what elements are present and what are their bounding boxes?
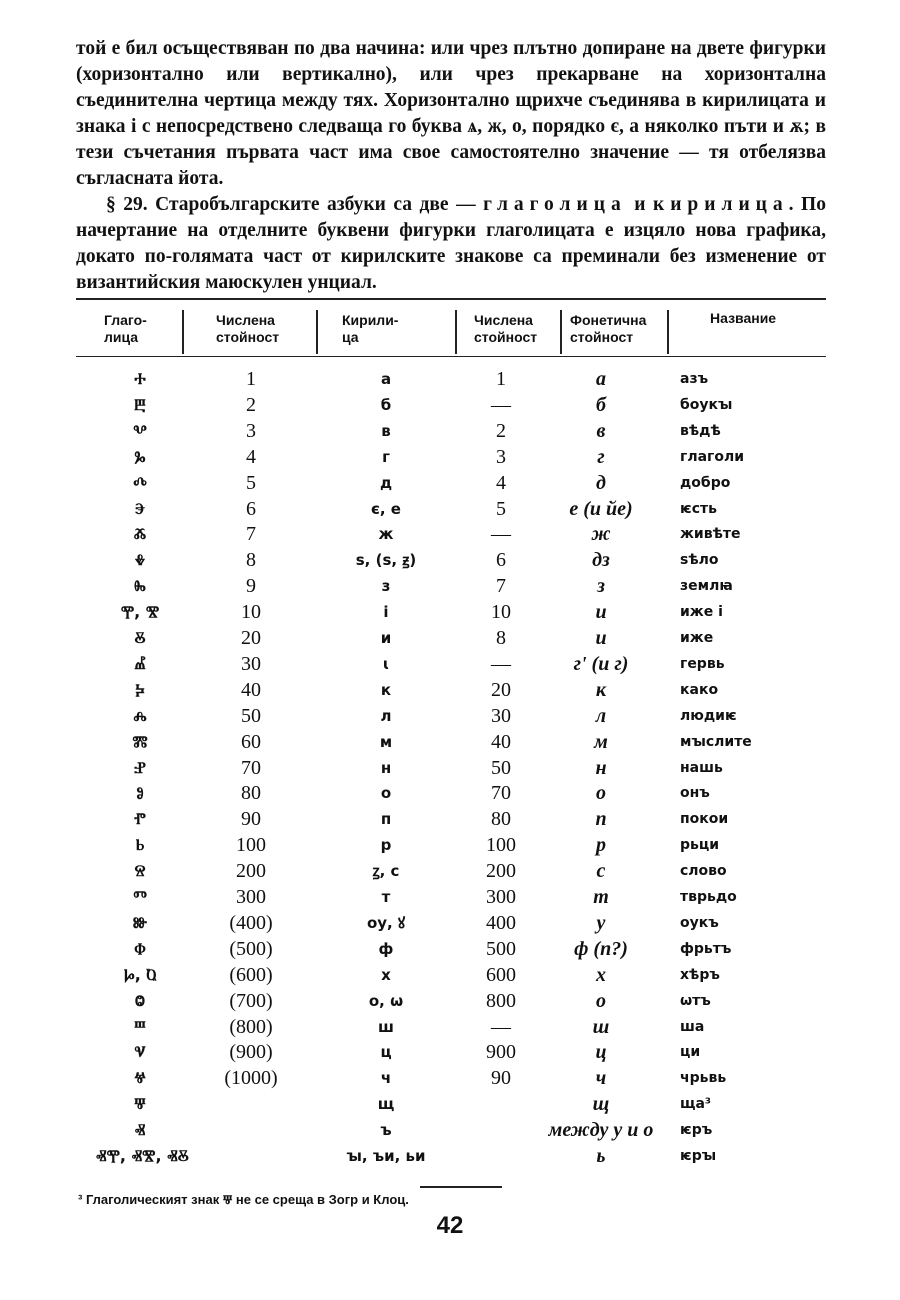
letter-name: людиѥ — [680, 707, 737, 724]
cyrillic-letter: ч — [380, 1069, 392, 1088]
phonetic-value: е (и йе) — [569, 497, 633, 520]
cyrillic-letter: о — [380, 784, 392, 803]
cyrillic-letter: ъ — [380, 1121, 392, 1140]
numeric-value: 90 — [241, 808, 261, 831]
cyrillic-numeric-value: 800 — [486, 989, 516, 1012]
numeric-value: (400) — [229, 911, 273, 934]
footnote-rule — [420, 1186, 502, 1188]
numeric-value: 200 — [236, 860, 266, 883]
glagolitic-letter: Ⱅ — [133, 887, 147, 906]
cyrillic-numeric-value: — — [491, 393, 511, 416]
page-number: 42 — [436, 1212, 464, 1239]
letter-name: нашь — [680, 759, 723, 776]
phonetic-value: ф (п?) — [574, 937, 628, 960]
letter-name: ѕѣло — [680, 552, 719, 569]
table-row — [76, 780, 826, 806]
numeric-value: 7 — [246, 523, 256, 546]
phonetic-value: н — [595, 756, 607, 779]
letter-name: ща³ — [680, 1096, 712, 1113]
column-divider — [455, 310, 457, 354]
letter-name: иже і — [680, 604, 723, 621]
phonetic-value: щ — [592, 1093, 610, 1116]
cyrillic-letter: є, е — [371, 499, 401, 518]
letter-name: ци — [680, 1044, 701, 1061]
glagolitic-letter: Ⱋ — [134, 1094, 146, 1114]
letter-name: ѡтъ — [680, 992, 711, 1009]
cyrillic-letter: а — [380, 370, 392, 388]
cyrillic-numeric-value: 400 — [486, 911, 516, 934]
phonetic-value: д — [596, 471, 606, 494]
cyrillic-numeric-value: 20 — [491, 678, 511, 701]
letter-name: чрьвь — [680, 1070, 727, 1087]
cyrillic-letter: в — [381, 421, 391, 440]
table-row — [76, 1014, 826, 1040]
table-row — [76, 910, 826, 936]
numeric-value: (700) — [229, 989, 273, 1012]
cyrillic-letter: з — [381, 577, 391, 596]
glagolitic-letter: Ⰰ — [134, 369, 146, 388]
letter-name: боукꙑ — [680, 396, 733, 413]
phonetic-value: ц — [595, 1041, 607, 1064]
letter-name: слово — [680, 863, 727, 880]
phonetic-value: между у и о — [548, 1119, 654, 1142]
table-row — [76, 858, 826, 884]
cyrillic-numeric-value: — — [491, 1015, 511, 1038]
cyrillic-letter: р — [380, 836, 392, 855]
letter-name: оукъ — [680, 914, 719, 931]
column-divider — [182, 310, 184, 354]
glagolitic-letter: Ⱂ — [134, 809, 146, 829]
letter-name: глаголи — [680, 448, 745, 465]
phonetic-value: м — [594, 730, 608, 753]
cyrillic-numeric-value: 200 — [486, 860, 516, 883]
cyrillic-letter: щ — [377, 1095, 395, 1114]
table-row — [76, 651, 826, 677]
glagolitic-letter: ⰟⰉ, ⰟⰊ, ⰟⰋ — [96, 1146, 189, 1165]
phonetic-value: г — [597, 445, 605, 468]
glagolitic-letter: Ⱎ — [134, 1016, 146, 1036]
glagolitic-letter: Ⰳ — [134, 446, 146, 466]
cyrillic-numeric-value: 6 — [496, 549, 506, 572]
glagolitic-letter: Ⱌ — [134, 1042, 146, 1062]
cyrillic-letter: н — [380, 758, 392, 777]
table-row — [76, 832, 826, 858]
cyrillic-numeric-value: 100 — [486, 834, 516, 857]
letter-name: мꙑслите — [680, 733, 752, 750]
cyrillic-letter: к — [380, 680, 392, 699]
header-name: Название — [710, 310, 777, 326]
phonetic-value: з — [597, 575, 605, 598]
letter-name: добро — [680, 474, 731, 491]
glagolitic-letter: Ⰾ — [133, 705, 147, 725]
table-row — [76, 573, 826, 599]
cyrillic-numeric-value: 70 — [491, 782, 511, 805]
letter-name: иже — [680, 630, 714, 646]
phonetic-value: о — [596, 782, 606, 805]
phonetic-value: л — [595, 704, 607, 727]
cyrillic-numeric-value: 80 — [491, 808, 511, 831]
glagolitic-letter: Ⰶ — [133, 524, 147, 544]
cyrillic-letter: и — [380, 629, 392, 647]
numeric-value: 60 — [241, 730, 261, 753]
letter-name: вѣдѣ — [680, 422, 721, 439]
term-glagolitic: глаголица — [483, 194, 627, 215]
cyrillic-numeric-value: 300 — [486, 886, 516, 908]
letter-name: покои — [680, 811, 729, 828]
column-divider — [560, 310, 562, 354]
numeric-value: 8 — [246, 549, 256, 572]
phonetic-value: к — [595, 678, 607, 701]
numeric-value: 4 — [246, 445, 256, 468]
cyrillic-letter: ѕ, (ѕ, ꙃ) — [355, 551, 417, 570]
column-divider — [316, 310, 318, 354]
letter-name: землꙗ — [680, 578, 733, 595]
phonetic-value: ш — [592, 1015, 610, 1038]
glagolitic-letter: Ⱄ — [134, 861, 146, 881]
table-row — [76, 1117, 826, 1143]
header-bottom-rule — [76, 356, 826, 357]
phonetic-value: р — [596, 834, 606, 857]
letter-name: ѥсть — [680, 500, 718, 517]
letter-name: рьци — [680, 837, 720, 854]
cyrillic-letter: ꙇ — [382, 654, 390, 673]
letter-name: ѥрꙑ — [680, 1148, 717, 1164]
glagolitic-letter: Ⱈ, Ⱒ — [123, 964, 157, 984]
cyrillic-numeric-value: 10 — [491, 601, 511, 624]
table-row — [76, 547, 826, 573]
numeric-value: 2 — [246, 393, 256, 416]
phonetic-value: б — [596, 393, 606, 416]
table-row — [76, 496, 826, 522]
glagolitic-letter: Ⱃ — [135, 835, 145, 855]
phonetic-value: у — [596, 911, 606, 934]
glagolitic-letter: Ⰴ — [133, 472, 147, 492]
cyrillic-letter: м — [379, 732, 393, 751]
cyrillic-numeric-value: 1 — [496, 368, 506, 390]
cyrillic-letter: ꙑ, ъи, ьи — [346, 1147, 426, 1165]
numeric-value: 3 — [246, 419, 256, 442]
table-row — [76, 962, 826, 988]
cyrillic-letter: ꙁ, с — [372, 862, 400, 881]
cyrillic-letter: п — [380, 810, 392, 829]
table-row — [76, 806, 826, 832]
cyrillic-numeric-value: 30 — [491, 704, 511, 727]
cyrillic-letter: ж — [378, 525, 394, 544]
table-row — [76, 444, 826, 470]
body-text — [76, 36, 826, 296]
cyrillic-numeric-value: 4 — [496, 471, 506, 494]
footnote: ³ Глаголическият знак Ⱋ не се среща в Зогр и Клоц. — [78, 1192, 409, 1207]
glagolitic-letter: Ⱍ — [134, 1068, 146, 1088]
letter-name: азъ — [680, 371, 709, 387]
header-cyrillic: Кирили- ца — [342, 312, 399, 345]
table-row — [76, 1143, 826, 1169]
cyrillic-letter: х — [381, 965, 391, 984]
phonetic-value: дз — [592, 549, 610, 572]
header-phonetic-value: Фонетична стойност — [570, 312, 647, 345]
numeric-value: 10 — [241, 601, 261, 624]
cyrillic-numeric-value: 2 — [496, 419, 506, 442]
cyrillic-numeric-value: 40 — [491, 730, 511, 753]
glagolitic-letter: Ⰸ — [134, 576, 146, 596]
table-row — [76, 366, 826, 392]
cyrillic-letter: т — [381, 888, 391, 906]
phonetic-value: ь — [596, 1145, 606, 1167]
conjunction: и — [626, 194, 653, 215]
table-row — [76, 470, 826, 496]
numeric-value: 100 — [236, 834, 266, 857]
numeric-value: 5 — [246, 471, 256, 494]
cyrillic-numeric-value: 8 — [496, 627, 506, 649]
glagolitic-letter: Ⱏ — [134, 1120, 146, 1140]
cyrillic-numeric-value: 7 — [496, 575, 506, 598]
numeric-value: 50 — [241, 704, 261, 727]
phonetic-value: и — [595, 601, 607, 624]
table-row — [76, 755, 826, 781]
numeric-value: 300 — [236, 886, 266, 908]
cyrillic-numeric-value: — — [491, 652, 511, 675]
cyrillic-letter: д — [379, 473, 393, 492]
paragraph-29 — [76, 192, 826, 296]
numeric-value: (1000) — [224, 1067, 278, 1090]
table-row — [76, 599, 826, 625]
table-row — [76, 625, 826, 651]
phonetic-value: а — [596, 368, 606, 390]
phonetic-value: о — [596, 989, 606, 1012]
letter-name: фрьтъ — [680, 940, 732, 957]
cyrillic-numeric-value: 600 — [486, 963, 516, 986]
cyrillic-numeric-value: 500 — [486, 937, 516, 960]
letter-name: хѣръ — [680, 966, 720, 983]
header-numeric-value-2: Числена стойност — [474, 312, 538, 345]
term-cyrillic: кирилица — [652, 194, 789, 215]
table-top-rule — [76, 298, 826, 300]
cyrillic-numeric-value: 5 — [496, 497, 506, 520]
numeric-value: (600) — [229, 963, 273, 986]
table-row — [76, 392, 826, 418]
cyrillic-letter: оу, ꙋ — [366, 913, 406, 932]
glagolitic-letter: Ⰻ — [134, 628, 146, 647]
letter-name: гервь — [680, 655, 725, 672]
cyrillic-numeric-value: — — [491, 523, 511, 546]
glagolitic-letter: Ⱆ — [132, 912, 148, 932]
cyrillic-numeric-value: 50 — [491, 756, 511, 779]
glagolitic-letter: Ⰼ — [134, 653, 146, 673]
table-row — [76, 884, 826, 910]
numeric-value: 70 — [241, 756, 261, 779]
cyrillic-numeric-value: 3 — [496, 445, 506, 468]
phonetic-value: с — [596, 860, 606, 883]
phonetic-value: и — [595, 627, 607, 649]
glagolitic-letter: Ⰿ — [132, 731, 148, 751]
phonetic-value: ж — [591, 523, 611, 546]
table-row — [76, 988, 826, 1014]
table-row — [76, 1065, 826, 1091]
numeric-value: 80 — [241, 782, 261, 805]
cyrillic-numeric-value: 900 — [486, 1041, 516, 1064]
letter-name: ша — [680, 1018, 705, 1035]
table-row — [76, 418, 826, 444]
cyrillic-letter: о, ѡ — [368, 991, 404, 1010]
letter-name: ѥръ — [680, 1122, 713, 1139]
glagolitic-letter: Ⱉ — [135, 990, 145, 1010]
phonetic-value: в — [596, 419, 606, 442]
section-rest: . По начертание на отделните буквени фигурки глаголицата е изцяло нова графика, докато по-голямата част от кирилските знакове са преминали без изменение от византийския маюскулен унциал. — [76, 194, 826, 293]
cyrillic-numeric-value: 90 — [491, 1067, 511, 1090]
numeric-value: (500) — [229, 937, 273, 960]
glagolitic-letter: Ⰵ — [134, 498, 146, 518]
section-start: § 29. Старобългарските азбуки са две — — [106, 194, 484, 215]
letter-name: тврьдо — [680, 889, 737, 905]
numeric-value: 6 — [246, 497, 256, 520]
numeric-value: (800) — [229, 1015, 273, 1038]
table-row — [76, 677, 826, 703]
glagolitic-letter: Ⱁ — [136, 783, 144, 803]
table-row — [76, 521, 826, 547]
phonetic-value: ч — [595, 1067, 607, 1090]
glagolitic-letter: Ⱀ — [134, 757, 146, 777]
phonetic-value: т — [593, 886, 609, 908]
numeric-value: 20 — [241, 627, 261, 649]
glagolitic-letter: Ⰲ — [133, 420, 147, 440]
phonetic-value: г' (и г) — [573, 652, 629, 675]
cyrillic-letter: ш — [378, 1017, 394, 1036]
numeric-value: (900) — [229, 1041, 273, 1064]
numeric-value: 1 — [246, 368, 256, 390]
table-row — [76, 936, 826, 962]
phonetic-value: х — [596, 963, 606, 986]
numeric-value: 9 — [246, 575, 256, 598]
letter-name: онъ — [680, 785, 710, 802]
paragraph-1: той е бил осъществяван по два начина: или чрез плътно допиране на двете фигурки (хоризонтално или вертикално), или чрез прекарване на хоризонтална съединителна чертица между тях. Хоризонтално щрихче съединява в кирилицата и знака і с непосредствено следваща го буква ѧ, ж, о, порядко є, а няколко пъти и ѫ; в тези съчетания първата част има свое самостоятелно значение — тя отбелязва съгласната йота. — [76, 38, 826, 189]
header-glagolitic: Глаго- лица — [104, 312, 147, 345]
table-row — [76, 703, 826, 729]
cyrillic-letter: і — [383, 603, 389, 622]
numeric-value: 40 — [241, 678, 261, 701]
letter-name: како — [680, 681, 719, 698]
glagolitic-letter: Ⰷ — [134, 550, 146, 570]
phonetic-value: п — [595, 808, 607, 831]
glagolitic-letter: Ⱇ — [134, 938, 146, 958]
cyrillic-letter: б — [380, 395, 392, 414]
cyrillic-letter: ц — [380, 1043, 392, 1062]
header-numeric-value-1: Числена стойност — [216, 312, 280, 345]
table-row — [76, 1039, 826, 1065]
glagolitic-letter: Ⰹ, Ⰺ — [120, 602, 160, 622]
column-divider — [667, 310, 669, 354]
cyrillic-letter: л — [380, 706, 392, 725]
numeric-value: 30 — [241, 652, 261, 675]
table-row — [76, 1091, 826, 1117]
cyrillic-letter: ф — [378, 939, 394, 958]
letter-name: живѣте — [680, 526, 741, 543]
glagolitic-letter: Ⰽ — [135, 679, 145, 699]
cyrillic-letter: г — [382, 447, 390, 466]
table-row — [76, 729, 826, 755]
glagolitic-letter: Ⰱ — [134, 394, 146, 414]
